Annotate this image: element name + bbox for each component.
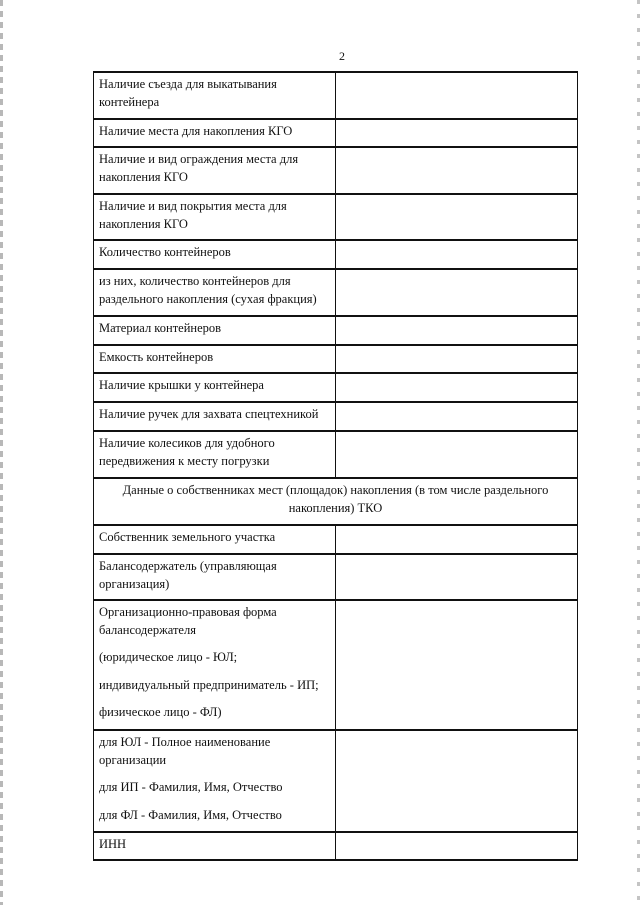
row-label: Наличие ручек для захвата спецтехникой [94, 402, 336, 431]
scan-edge-left [0, 0, 3, 905]
table-row-container-lid [94, 373, 578, 402]
table-row-container-wheels [94, 431, 578, 478]
name-ip-label: для ИП - Фамилия, Имя, Отчество [99, 780, 283, 794]
row-label: Материал контейнеров [94, 316, 336, 345]
table-row-container-count [94, 240, 578, 269]
row-value-cell[interactable] [336, 316, 578, 345]
legal-form-label-cell [94, 600, 336, 730]
row-value-cell[interactable] [336, 119, 578, 147]
registry-form-table [93, 71, 578, 861]
legal-form-option-ip: индивидуальный предприниматель - ИП; [99, 677, 319, 692]
row-label: Наличие крышки у контейнера [94, 373, 336, 402]
row-label: Емкость контейнеров [94, 345, 336, 373]
row-value-cell[interactable] [336, 730, 578, 832]
table-row-section-header [94, 478, 578, 525]
row-label: из них, количество контейнеров для раздельного накопления (сухая фракция) [94, 269, 336, 316]
legal-form-title: Организационно-правовая форма балансодержателя [99, 605, 277, 637]
table-row-container-material [94, 316, 578, 345]
row-label: Балансодержатель (управляющая организация) [94, 554, 336, 600]
table-row-exit-ramp [94, 72, 578, 119]
section-header-owners: Данные о собственниках мест (площадок) накопления (в том числе раздельного накопления) ТКО [94, 478, 578, 525]
table-row-legal-form [94, 600, 578, 730]
row-label: Наличие и вид ограждения места для накопления КГО [94, 147, 336, 194]
page-number: 2 [339, 49, 345, 63]
row-value-cell[interactable] [336, 269, 578, 316]
row-label: Наличие и вид покрытия места для накопления КГО [94, 194, 336, 240]
table-row-container-capacity [94, 345, 578, 373]
row-label: Наличие места для накопления КГО [94, 119, 336, 147]
name-label-cell [94, 730, 336, 832]
row-value-cell[interactable] [336, 832, 578, 860]
row-value-cell[interactable] [336, 402, 578, 431]
row-value-cell[interactable] [336, 345, 578, 373]
table-row-inn [94, 832, 578, 860]
row-value-cell[interactable] [336, 240, 578, 269]
table-row-land-owner [94, 525, 578, 554]
row-value-cell[interactable] [336, 431, 578, 478]
table-row-container-handles [94, 402, 578, 431]
name-fl-label: для ФЛ - Фамилия, Имя, Отчество [99, 807, 282, 822]
row-label: Наличие колесиков для удобного передвижения к месту погрузки [94, 431, 336, 478]
row-label: Наличие съезда для выкатывания контейнера [94, 72, 336, 119]
table-row-balance-holder [94, 554, 578, 600]
row-label: Количество контейнеров [94, 240, 336, 269]
name-ul-label: для ЮЛ - Полное наименование организации [99, 735, 271, 767]
table-row-kgo-fence [94, 147, 578, 194]
row-value-cell[interactable] [336, 373, 578, 402]
table-row-separate-containers [94, 269, 578, 316]
row-value-cell[interactable] [336, 147, 578, 194]
row-value-cell[interactable] [336, 600, 578, 730]
row-value-cell[interactable] [336, 72, 578, 119]
row-value-cell[interactable] [336, 525, 578, 554]
row-label: Собственник земельного участка [94, 525, 336, 554]
row-label: ИНН [94, 832, 336, 860]
table-row-kgo-place [94, 119, 578, 147]
legal-form-option-fl: физическое лицо - ФЛ) [99, 705, 222, 719]
legal-form-option-ul: (юридическое лицо - ЮЛ; [99, 650, 238, 664]
row-value-cell[interactable] [336, 194, 578, 240]
table-row-kgo-surface [94, 194, 578, 240]
table-row-full-name [94, 730, 578, 832]
row-value-cell[interactable] [336, 554, 578, 600]
